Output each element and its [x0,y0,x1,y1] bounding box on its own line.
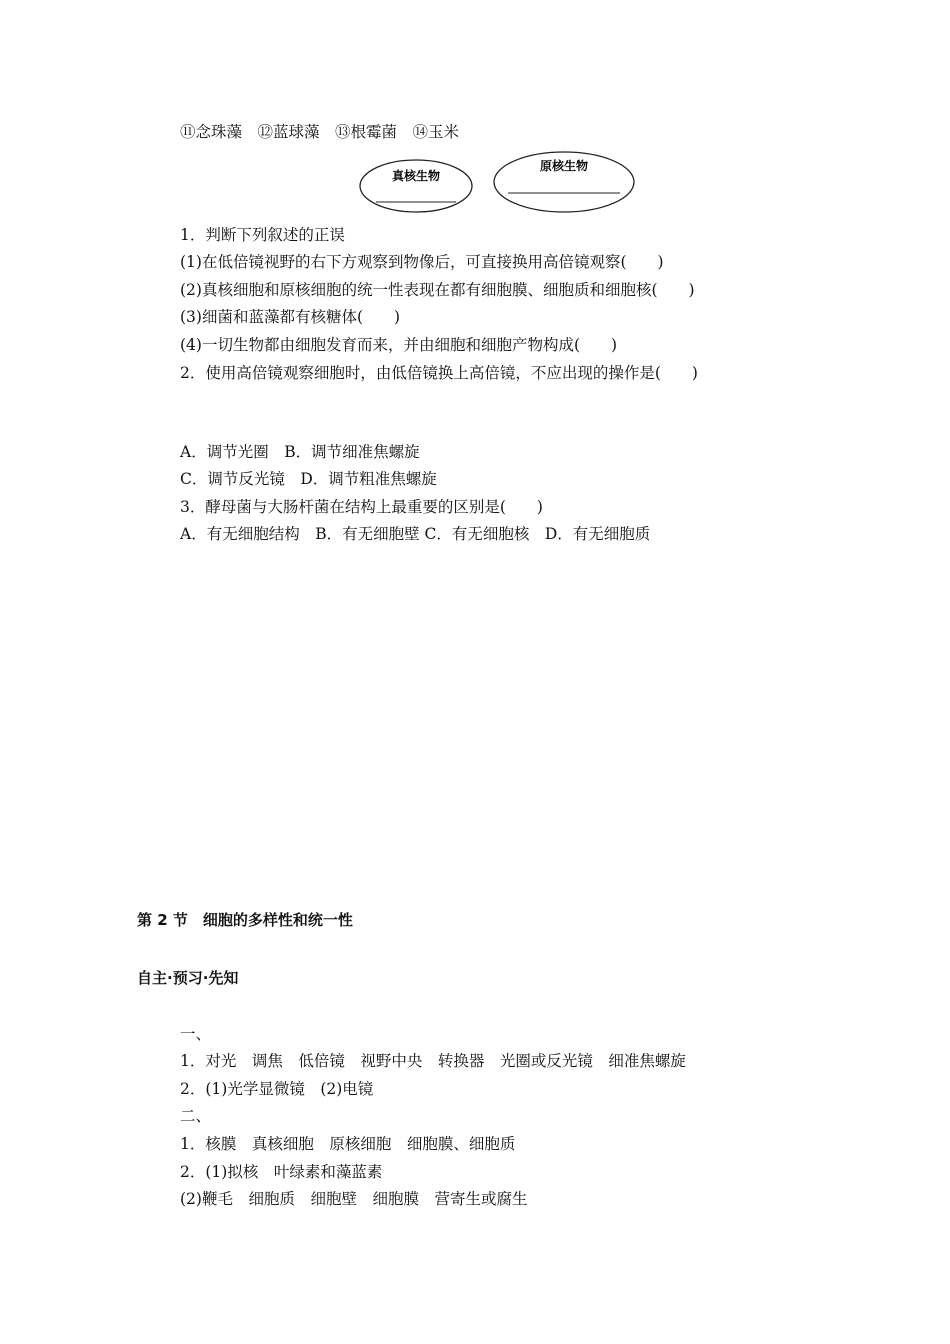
eukaryote-label: 真核生物 [391,169,441,183]
question-2-options-cd: C．调节反光镜 D．调节粗准焦螺旋 [180,470,437,488]
subsection-title: 自主·预习·先知 [137,969,239,987]
question-3: 3．酵母菌与大肠杆菌在结构上最重要的区别是( ) [180,498,543,516]
question-1-3: (3)细菌和蓝藻都有核糖体( ) [180,308,401,326]
question-1: 1．判断下列叙述的正误 [180,226,345,244]
section-title: 第 2 节 细胞的多样性和统一性 [137,911,353,929]
answer-2-1: 1．核膜 真核细胞 原核细胞 细胞膜、细胞质 [180,1135,516,1153]
answer-part-2-heading: 二、 [180,1107,212,1125]
eukaryote-ellipse [360,160,472,212]
question-2: 2．使用高倍镜观察细胞时，由低倍镜换上高倍镜，不应出现的操作是( ) [180,364,698,382]
question-1-2: (2)真核细胞和原核细胞的统一性表现在都有细胞膜、细胞质和细胞核( ) [180,281,695,299]
question-1-4: (4)一切生物都由细胞发育而来，并由细胞和细胞产物构成( ) [180,336,618,354]
organisms-line: ⑪念珠藻 ⑫蓝球藻 ⑬根霉菌 ⑭玉米 [180,123,460,141]
answer-1-2: 2．(1)光学显微镜 (2)电镜 [180,1080,374,1098]
answer-part-1-heading: 一、 [180,1025,212,1043]
answer-2-2: 2．(1)拟核 叶绿素和藻蓝素 [180,1163,383,1181]
answer-1-1: 1．对光 调焦 低倍镜 视野中央 转换器 光圈或反光镜 细准焦螺旋 [180,1052,686,1070]
question-3-options: A．有无细胞结构 B．有无细胞壁 C．有无细胞核 D．有无细胞质 [180,525,651,543]
classification-diagram [358,150,640,216]
answer-2-3: (2)鞭毛 细胞质 细胞壁 细胞膜 营寄生或腐生 [180,1190,528,1208]
question-2-options-ab: A．调节光圈 B．调节细准焦螺旋 [180,443,420,461]
question-1-1: (1)在低倍镜视野的右下方观察到物像后，可直接换用高倍镜观察( ) [180,253,664,271]
prokaryote-label: 原核生物 [539,159,589,173]
